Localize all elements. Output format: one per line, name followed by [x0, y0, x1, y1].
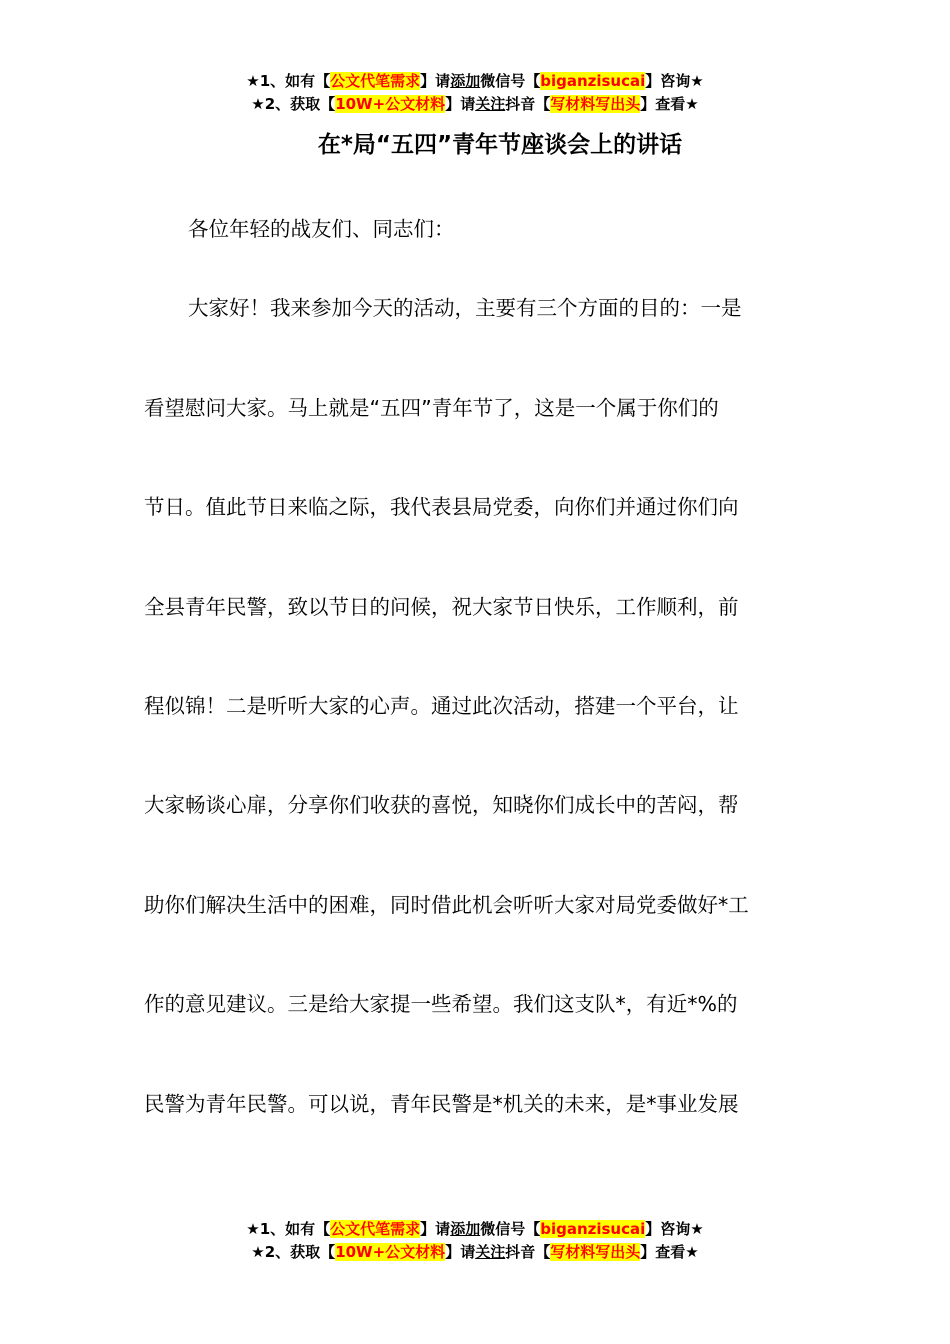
body-line: 大家畅谈心扉，分享你们收获的喜悦，知晓你们成长中的苦闷，帮	[144, 793, 739, 817]
body-line: 民警为青年民警。可以说，青年民警是*机关的未来，是*事业发展	[144, 1092, 739, 1116]
promo-highlight-service: 公文代笔需求	[330, 72, 421, 90]
body-line: 作的意见建议。三是给大家提一些希望。我们这支队*，有近*%的	[144, 992, 738, 1016]
body-line: 节日。值此节日来临之际，我代表县局党委，向你们并通过你们向	[144, 495, 739, 519]
salutation: 各位年轻的战友们、同志们：	[188, 217, 455, 241]
promo-emphasis-add: 添加	[450, 72, 481, 90]
document-title: 在*局“五四”青年节座谈会上的讲话	[317, 132, 683, 158]
promo-highlight-service: 公文代笔需求	[330, 1220, 421, 1238]
bottom-promo-banner	[0, 1218, 950, 1264]
promo-line-1: ★1、如有【公文代笔需求】请添加微信号【biganzisucai】咨询★	[246, 72, 704, 90]
promo-highlight-materials: 10W+公文材料	[335, 1243, 446, 1261]
promo-highlight-materials: 10W+公文材料	[335, 95, 446, 113]
promo-highlight-douyin-account: 写材料写出头	[550, 1243, 641, 1261]
promo-highlight-douyin-account: 写材料写出头	[550, 95, 641, 113]
promo-line-1: ★1、如有【公文代笔需求】请添加微信号【biganzisucai】咨询★	[246, 1220, 704, 1238]
promo-highlight-wechat-id: biganzisucai	[540, 1220, 646, 1238]
promo-line-2: ★2、获取【10W+公文材料】请关注抖音【写材料写出头】查看★	[251, 95, 699, 113]
promo-emphasis-add: 添加	[450, 1220, 481, 1238]
body-line: 全县青年民警，致以节日的问候，祝大家节日快乐，工作顺利，前	[144, 595, 739, 619]
promo-emphasis-follow: 关注	[475, 1243, 506, 1261]
top-promo-banner	[0, 70, 950, 116]
promo-line-2: ★2、获取【10W+公文材料】请关注抖音【写材料写出头】查看★	[251, 1243, 699, 1261]
body-line: 看望慰问大家。马上就是“五四”青年节了，这是一个属于你们的	[144, 396, 719, 420]
body-line: 助你们解决生活中的困难，同时借此机会听听大家对局党委做好*工	[144, 893, 749, 917]
promo-emphasis-follow: 关注	[475, 95, 506, 113]
promo-highlight-wechat-id: biganzisucai	[540, 72, 646, 90]
body-line: 程似锦！二是听听大家的心声。通过此次活动，搭建一个平台，让	[144, 694, 739, 718]
body-line: 大家好！我来参加今天的活动，主要有三个方面的目的：一是	[188, 296, 742, 320]
